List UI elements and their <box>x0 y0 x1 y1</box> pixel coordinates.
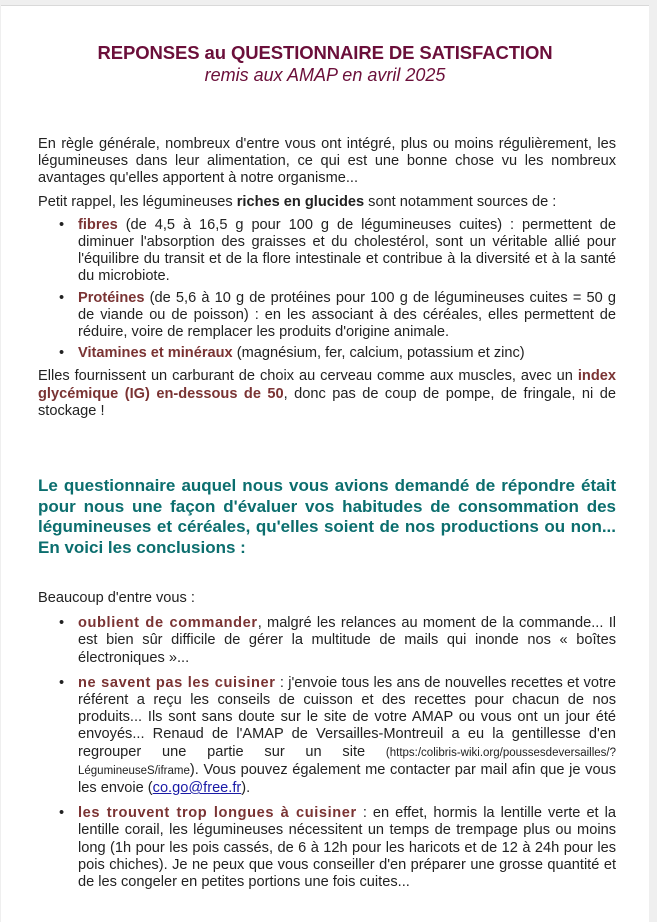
document-page <box>1 5 649 922</box>
reminder-prefix: Petit rappel, les légumineuses <box>38 193 237 210</box>
conclusions-section <box>38 590 616 899</box>
document-subtitle: remis aux AMAP en avril 2025 <box>204 65 446 85</box>
site-url: (https:/colibris-wiki.org/poussesdeversailles/?LégumineuseS/iframe <box>78 746 616 777</box>
list-item-fibres <box>78 217 616 286</box>
closing-paragraph <box>38 368 616 420</box>
list-item-term: ne savent pas les cuisiner <box>78 674 276 691</box>
nutrient-list <box>38 217 616 363</box>
list-item-oublient <box>78 615 616 667</box>
conclusions-list <box>38 615 616 891</box>
questionnaire-heading: Le questionnaire auquel nous vous avions demandé de répondre était pour nous une façon d'évaluer vos habitudes de consommation des légumineuses et céréales, qu'elles soient de nos productions ou non... En voici les conclusions : <box>38 476 616 557</box>
list-item-text: ). Vous pouvez également me contacter par mail afin que je vous les envoie ( <box>78 761 616 797</box>
list-item-text: (de 5,6 à 10 g de protéines pour 100 g de légumineuses cuites = 50 g de viande ou de poisson) : en les associant à des céréales, elles permettent de réduire, voire de remplacer les produits d'origine animale. <box>78 289 616 341</box>
intro-section <box>38 136 616 420</box>
list-item-term: oublient de commander <box>78 615 258 632</box>
closing-prefix: Elles fournissent un carburant de choix au cerveau comme aux muscles, avec un <box>38 368 578 385</box>
list-item-term: les trouvent trop longues à cuisiner <box>78 805 357 822</box>
list-item-term: Vitamines et minéraux <box>78 345 233 362</box>
list-item-term: Protéines <box>78 289 145 306</box>
list-item-proteines <box>78 290 616 342</box>
list-item-text: ). <box>241 780 251 797</box>
document-title: REPONSES au QUESTIONNAIRE DE SATISFACTION <box>97 42 553 63</box>
list-item-text: , malgré les relances au moment de la commande... Il est bien sûr difficile de gérer la multitude de mails qui inonde nos « boîtes électroniques »... <box>78 615 616 666</box>
list-item-term: fibres <box>78 216 118 233</box>
list-item-text: : j'envoie tous les ans de nouvelles recettes et votre référent a reçu les conseils de cuisson et des recettes pour chacun de nos produits... Ils sont sans doute sur le site de votre AMAP ou vous ont un jour été envoyés... Renaud de l'AMAP de Versailles-Montreuil a eu la gentillesse d'en regrouper une partie sur un site <box>78 674 616 760</box>
list-item-longues <box>78 805 616 891</box>
closing-bold: index glycémique (IG) en-dessous de 50 <box>38 368 616 402</box>
list-item-vitamines <box>78 345 616 362</box>
list-item-text: (de 4,5 à 16,5 g pour 100 g de légumineuses cuites) : permettent de diminuer l'absorption des graisses et du cholestérol, sont un véritable allié pour l'équilibre du transit et de la flore intestinale et contribue à la diversité et à la santé du microbiote. <box>78 216 616 285</box>
reminder-suffix: sont notamment sources de : <box>364 193 557 210</box>
conclusions-lead: Beaucoup d'entre vous : <box>38 590 195 606</box>
reminder-bold: riches en glucides <box>236 193 365 210</box>
intro-paragraph: En règle générale, nombreux d'entre vous ont intégré, plus ou moins régulièrement, les légumineuses dans leur alimentation, ce qui est une bonne chose vu les nombreux avantages qu'elles apportent à notre organisme... <box>38 136 616 187</box>
email-link[interactable]: co.go@free.fr <box>152 780 242 797</box>
document-header <box>1 42 649 86</box>
reminder-paragraph <box>38 194 616 211</box>
closing-suffix: , donc pas de coup de pompe, de fringale, ni de stockage ! <box>38 385 616 419</box>
list-item-text: : en effet, hormis la lentille verte et la lentille corail, les légumineuses nécessitent un temps de trempage plus ou moins long (1h pour les pois cassés, de 6 à 12h pour les haricots et de 12 à 24h pour les pois chiches). Je ne peux que vous conseiller d'en préparer une grosse quantité et de les congeler en petites portions une fois cuites... <box>78 805 616 891</box>
list-item-text: (magnésium, fer, calcium, potassium et zinc) <box>232 345 525 362</box>
list-item-cuisiner <box>78 675 616 797</box>
